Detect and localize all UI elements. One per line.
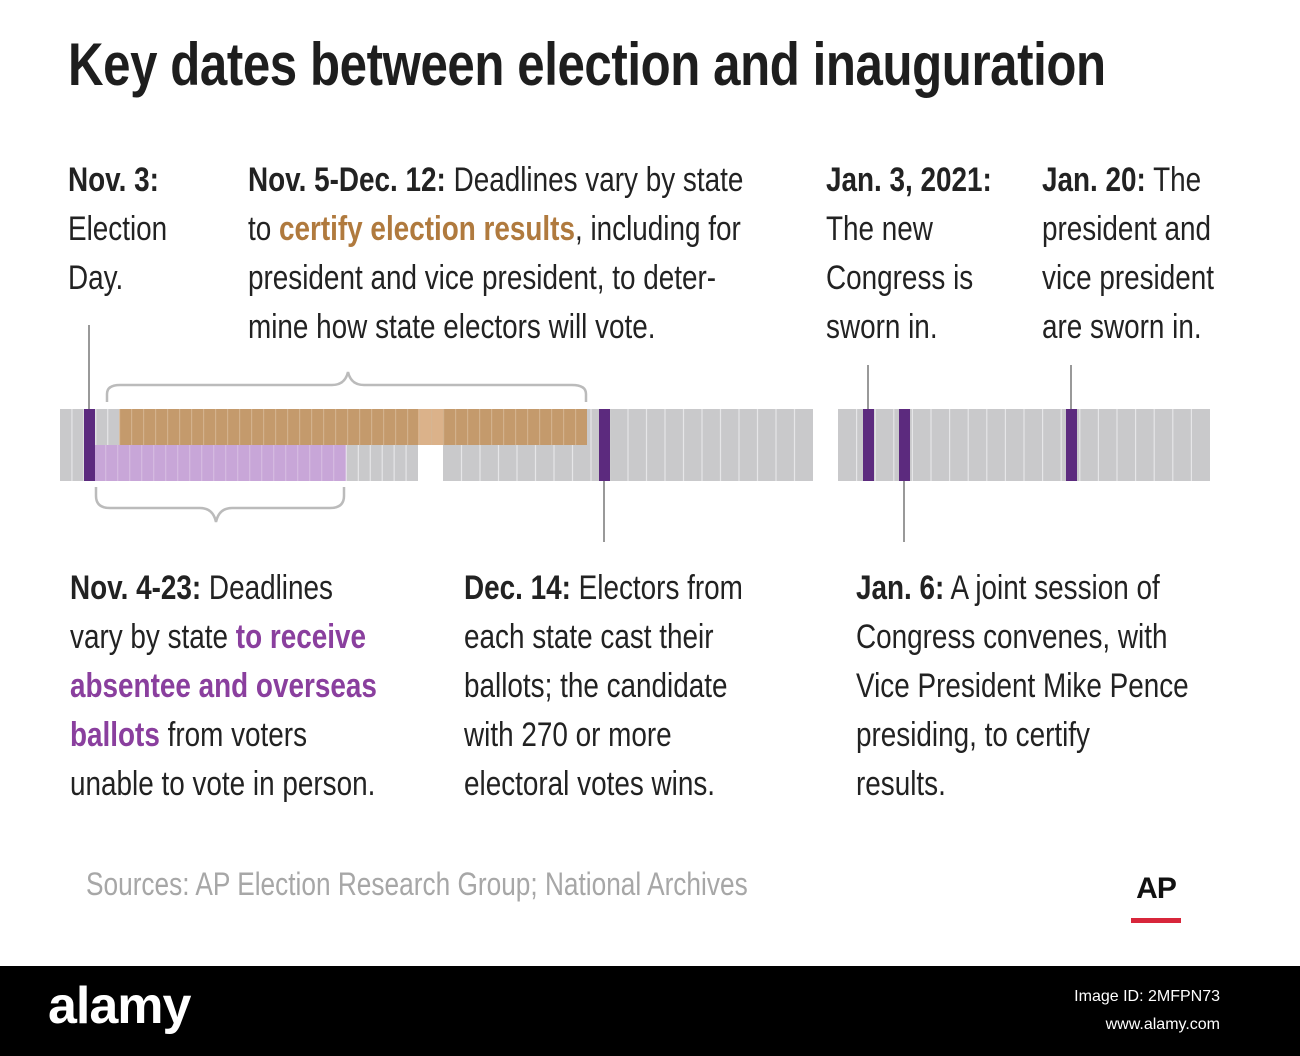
- annotation-line: Day.: [68, 259, 124, 297]
- annotation-line: president and vice president, to deter-: [248, 259, 717, 297]
- date-label: Nov. 5-Dec. 12:: [248, 161, 446, 199]
- annotation-line: unable to vote in person.: [70, 765, 376, 803]
- annotation-line: each state cast their: [464, 618, 714, 656]
- annotation-jan-6: [856, 564, 1189, 809]
- footer-site: www.alamy.com: [1105, 1016, 1220, 1033]
- annotation-line: The new: [826, 210, 933, 248]
- certify-results-brace: [107, 372, 586, 402]
- annotation-text: to: [248, 210, 280, 248]
- annotation-line: results.: [856, 765, 946, 803]
- annotation-text: The: [1145, 161, 1202, 199]
- absentee-ballots-range: [94, 445, 346, 481]
- date-label: Jan. 20:: [1042, 161, 1146, 199]
- ap-logo-underline: [1131, 918, 1181, 923]
- annotation-text: A joint session of: [944, 569, 1160, 607]
- annotation-line: Election: [68, 210, 168, 248]
- absentee-highlight: to receive: [235, 618, 366, 656]
- annotation-line: ballots; the candidate: [464, 667, 728, 705]
- marker-jan-3: [863, 409, 874, 481]
- annotation-line: electoral votes wins.: [464, 765, 716, 803]
- marker-dec-14: [599, 409, 610, 481]
- certify-results-range: [418, 409, 443, 445]
- annotation-dec-14: [464, 564, 743, 809]
- certify-results-range: [443, 409, 587, 445]
- annotation-text: Deadlines: [201, 569, 333, 607]
- date-label: Dec. 14:: [464, 569, 571, 607]
- marker-nov-3: [84, 409, 95, 481]
- alamy-logo: alamy: [48, 977, 191, 1035]
- absentee-ballots-brace: [96, 487, 344, 522]
- annotation-text: vary by state: [70, 618, 236, 656]
- annotation-line: Congress convenes, with: [856, 618, 1168, 656]
- annotation-line: sworn in.: [826, 308, 938, 346]
- sources-note: Sources: AP Election Research Group; National Archives: [86, 866, 748, 902]
- annotation-line: with 270 or more: [464, 716, 672, 754]
- annotation-line: Vice President Mike Pence: [856, 667, 1189, 705]
- absentee-highlight: absentee and overseas: [70, 667, 377, 705]
- watermark-footer: [0, 966, 1300, 1056]
- image-id: Image ID: 2MFPN73: [1074, 988, 1220, 1005]
- annotation-line: Congress is: [826, 259, 974, 297]
- date-label: Jan. 3, 2021:: [826, 161, 992, 199]
- annotation-text: , including for: [574, 210, 741, 248]
- certify-highlight: certify election results: [279, 210, 575, 248]
- annotation-line: president and: [1042, 210, 1211, 248]
- ap-logo: AP: [1136, 872, 1176, 905]
- marker-jan-20: [1066, 409, 1077, 481]
- page-title: Key dates between election and inauguration: [68, 31, 1106, 98]
- absentee-highlight: ballots: [70, 716, 160, 754]
- annotation-text: from voters: [159, 716, 308, 754]
- date-label: Jan. 6:: [856, 569, 945, 607]
- annotation-line: are sworn in.: [1042, 308, 1202, 346]
- date-label: Nov. 4-23:: [70, 569, 202, 607]
- annotation-text: Deadlines vary by state: [445, 161, 744, 199]
- certify-results-range: [120, 409, 418, 445]
- annotation-text: Electors from: [570, 569, 743, 607]
- marker-jan-6: [899, 409, 910, 481]
- annotation-line: presiding, to certify: [856, 716, 1090, 754]
- date-label: Nov. 3:: [68, 161, 159, 199]
- annotation-line: vice president: [1042, 259, 1215, 297]
- annotation-line: mine how state electors will vote.: [248, 308, 656, 346]
- annotation-nov-4-23: [70, 564, 377, 809]
